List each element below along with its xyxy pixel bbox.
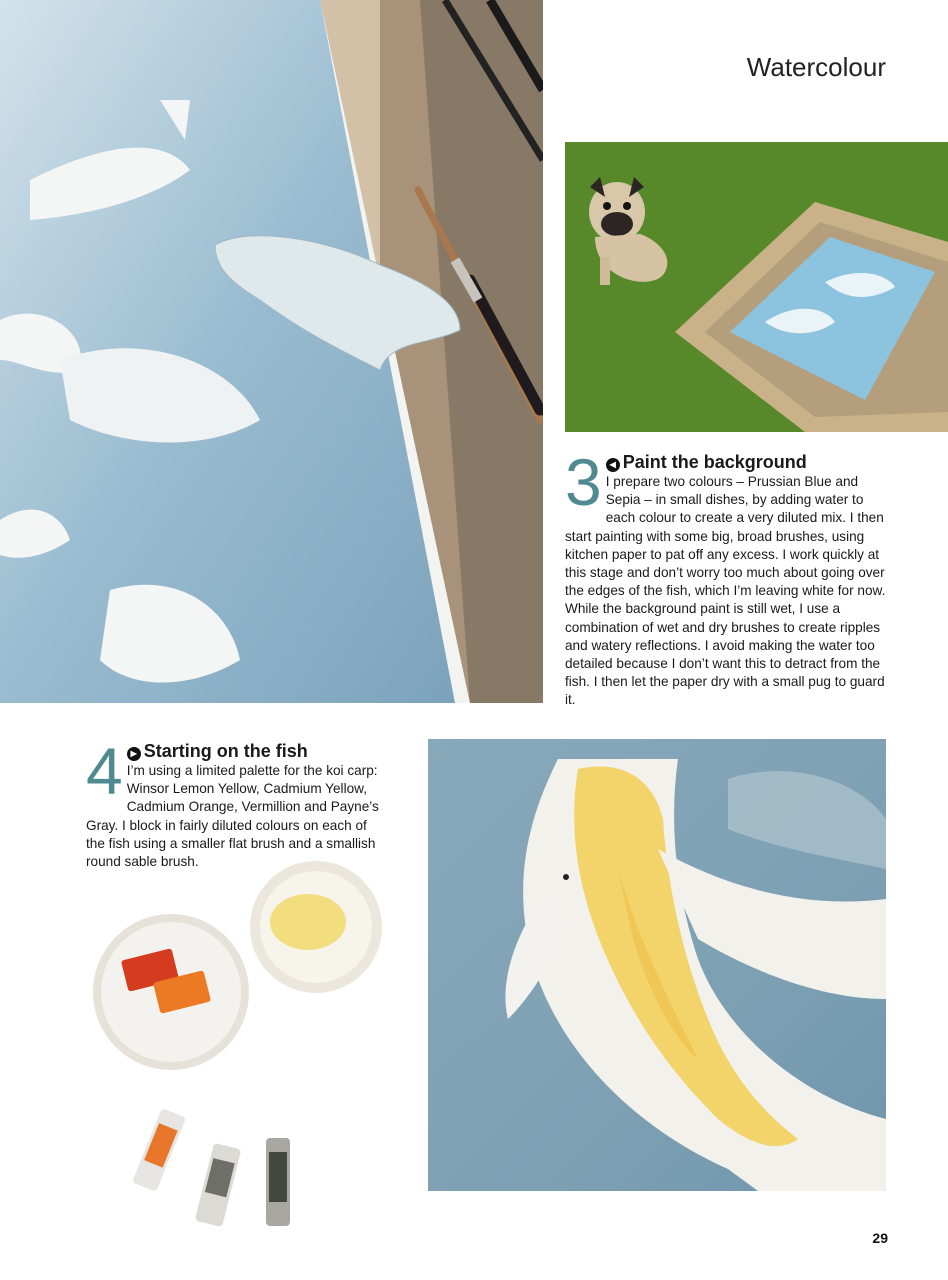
step-3-body: I prepare two colours – Prussian Blue and Sepia – in small dishes, by adding water to each colour to create a very diluted mix. I then start painting with some big, broad brushes, using kitchen paper to pat off any excess. I work quickly at this stage and don’t worry too much about going over the edges of the fish, which I’m leaving white for now. While the background paint is still wet, I use a combination of wet and dry brushes to create ripples and watery reflections. I avoid making the water too detailed because I don’t want this to detract from the fish. I then let the paper dry with a small pug to guard it. [565, 474, 886, 708]
step-3-number: 3 [565, 445, 602, 519]
pug-on-grass-photo [565, 142, 948, 432]
step-4-body: I’m using a limited palette for the koi carp: Winsor Lemon Yellow, Cadmium Yellow, Cadmium Orange, Vermillion and Payne’s Gray. I block in fairly diluted colours on each of the fish using a smaller flat brush and a smallish round sable brush. [86, 763, 379, 870]
palette-and-tubes-photo [86, 860, 396, 1250]
step-4-title: Starting on the fish [143, 741, 308, 761]
koi-painting-photo [428, 739, 886, 1191]
play-arrow-icon: ▶ [127, 747, 141, 761]
step-4-block [86, 734, 386, 871]
step-4-heading [86, 741, 386, 761]
step-3-title: Paint the background [622, 452, 807, 472]
koi-photo-art [428, 739, 886, 1191]
step-3-heading [565, 452, 887, 472]
pug-photo-art [565, 142, 948, 432]
painting-in-progress-photo [0, 0, 543, 703]
step-3-block [565, 445, 887, 710]
page-number: 29 [872, 1230, 888, 1246]
palette-photo-art [86, 860, 396, 1250]
section-title: Watercolour [746, 52, 886, 82]
step-4-number: 4 [86, 734, 123, 808]
painting-photo-art [0, 0, 543, 703]
play-arrow-icon: ◀ [606, 458, 620, 472]
